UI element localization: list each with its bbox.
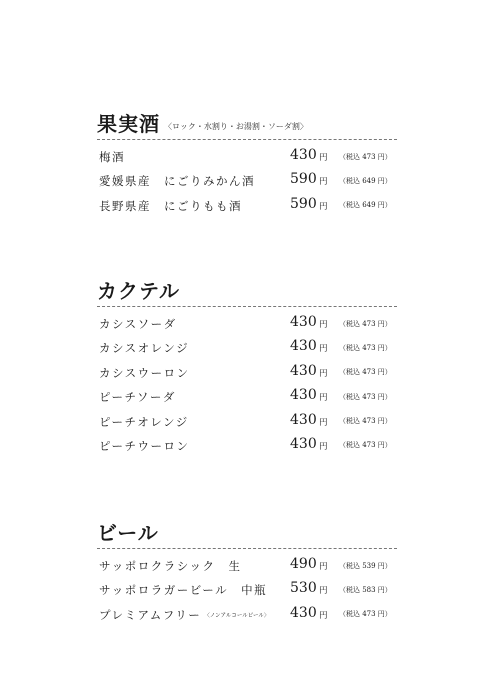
tax-included-price: （税込 649 円） xyxy=(339,201,392,210)
item-name: ピーチオレンジ xyxy=(99,414,189,429)
item-name: 長野県産 にごりもも酒 xyxy=(99,198,242,213)
yen-unit: 円 xyxy=(319,177,328,188)
item-price: 430 xyxy=(290,435,317,452)
section-beer xyxy=(97,515,397,628)
tax-included-price: （税込 473 円） xyxy=(339,417,392,426)
menu-item xyxy=(97,146,397,170)
item-name: ピーチソーダ xyxy=(99,390,176,405)
yen-unit: 円 xyxy=(319,368,328,379)
tax-included-price: （税込 649 円） xyxy=(339,176,392,185)
tax-included-price: （税込 473 円） xyxy=(339,343,392,352)
menu-item xyxy=(97,435,397,459)
yen-unit: 円 xyxy=(319,201,328,212)
section-note: 〈ロック・水割り・お湯割・ソーダ割〉 xyxy=(164,122,308,131)
tax-included-price: （税込 473 円） xyxy=(339,392,392,401)
item-name: ピーチウーロン xyxy=(99,438,190,453)
yen-unit: 円 xyxy=(319,586,328,597)
section-header xyxy=(97,273,397,303)
menu-item xyxy=(97,411,397,435)
item-price: 430 xyxy=(290,147,317,163)
tax-included-price: （税込 473 円） xyxy=(339,319,392,328)
section-title: 果実酒 〈ロック・水割り・お湯割・ソーダ割〉 xyxy=(97,112,308,136)
item-price: 430 xyxy=(290,362,317,379)
dashed-divider xyxy=(97,139,397,140)
menu-item xyxy=(97,313,397,337)
section-header xyxy=(97,515,397,545)
section-title: カクテル xyxy=(97,279,180,303)
tax-included-price: （税込 539 円） xyxy=(339,561,392,570)
yen-unit: 円 xyxy=(319,562,328,572)
yen-unit: 円 xyxy=(319,417,328,428)
item-name: サッポロクラシック 生 xyxy=(99,559,242,573)
item-price: 430 xyxy=(290,338,317,355)
item-price: 590 xyxy=(290,195,317,212)
menu-item xyxy=(97,555,397,579)
menu-item xyxy=(97,195,397,219)
tax-included-price: （税込 473 円） xyxy=(339,610,392,619)
item-price: 490 xyxy=(290,556,317,572)
item-name: プレミアムフリー 〈ノンアルコールビール〉 xyxy=(99,607,270,622)
item-price: 430 xyxy=(290,387,317,404)
tax-included-price: （税込 583 円） xyxy=(339,585,392,594)
menu-item xyxy=(97,170,397,194)
item-price: 430 xyxy=(290,411,317,428)
section-fruit-liquor xyxy=(97,106,397,219)
item-price: 590 xyxy=(290,171,317,188)
section-cocktail xyxy=(97,273,397,459)
menu-item xyxy=(97,362,397,386)
menu-item xyxy=(97,337,397,361)
item-name: サッポロラガービール 中瓶 xyxy=(99,583,268,598)
section-title: ビール xyxy=(97,521,159,545)
item-price: 530 xyxy=(290,580,317,597)
item-price: 430 xyxy=(290,314,317,330)
yen-unit: 円 xyxy=(319,610,328,621)
dashed-divider xyxy=(97,306,397,307)
tax-included-price: （税込 473 円） xyxy=(339,368,392,377)
item-name: カシスソーダ xyxy=(99,317,177,331)
tax-included-price: （税込 473 円） xyxy=(339,152,392,161)
menu-item xyxy=(97,386,397,410)
section-header xyxy=(97,106,397,136)
yen-unit: 円 xyxy=(319,393,328,404)
item-name: 梅酒 xyxy=(99,150,125,164)
yen-unit: 円 xyxy=(319,153,328,163)
yen-unit: 円 xyxy=(319,441,328,452)
dashed-divider xyxy=(97,548,397,549)
menu-item xyxy=(97,579,397,603)
menu-item xyxy=(97,604,397,628)
item-tag: 〈ノンアルコールビール〉 xyxy=(204,612,270,619)
item-name: 愛媛県産 にごりみかん酒 xyxy=(99,174,255,189)
yen-unit: 円 xyxy=(319,320,328,330)
item-name: カシスオレンジ xyxy=(99,341,190,356)
item-name: カシスウーロン xyxy=(99,365,190,380)
item-price: 430 xyxy=(290,604,317,621)
yen-unit: 円 xyxy=(319,344,328,355)
tax-included-price: （税込 473 円） xyxy=(339,441,392,450)
